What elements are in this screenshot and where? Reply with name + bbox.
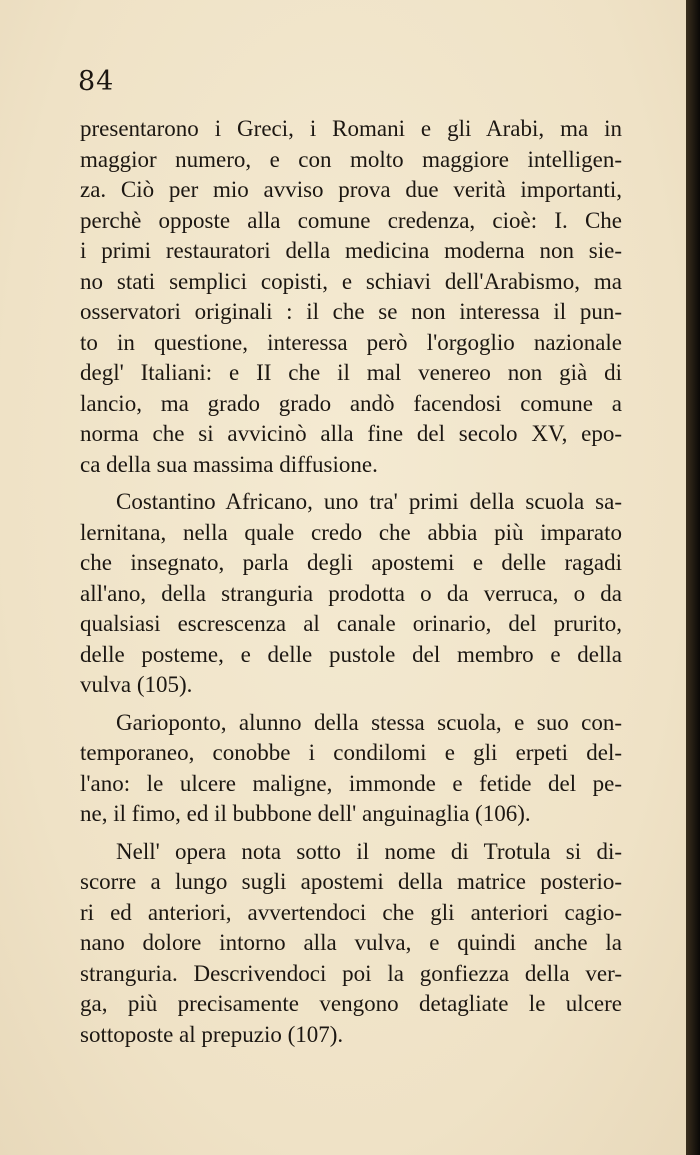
text-line: temporaneo, conobbe i condilomi e gli erpeti del- <box>80 740 622 765</box>
page-number: 84 <box>78 66 115 97</box>
text-line: lancio, ma grado grado andò facendosi comune a <box>80 390 622 416</box>
body-text <box>80 114 622 1050</box>
text-line: Garioponto, alunno della stessa scuola, e suo con- <box>116 709 622 735</box>
text-line: stranguria. Descrivendoci poi la gonfiezza della ver- <box>80 960 622 986</box>
text-line: maggior numero, e con molto maggiore intelligen- <box>80 146 622 172</box>
text-line: Costantino Africano, uno tra' primi della scuola sa- <box>116 489 622 514</box>
text-line: ga, più precisamente vengono detagliate le ulcere <box>80 991 622 1016</box>
text-line: che insegnato, parla degli apostemi e delle ragadi <box>80 550 622 575</box>
paragraph <box>80 487 622 701</box>
text-line: to in questione, interessa però l'orgoglio nazionale <box>80 329 622 355</box>
text-line: qualsiasi escrescenza al canale orinario, del prurito, <box>80 611 622 636</box>
text-line: nano dolore intorno alla vulva, e quindi anche la <box>80 930 622 955</box>
text-line: ne, il fimo, ed il bubbone dell' anguinaglia (106). <box>80 801 531 826</box>
text-line: perchè opposte alla comune credenza, cioè: I. Che <box>80 207 622 233</box>
paragraph <box>80 837 622 1051</box>
text-line: delle posteme, e delle pustole del membro e della <box>80 641 622 667</box>
text-line: norma che si avvicinò alla fine del secolo XV, epo- <box>80 421 622 446</box>
text-line: presentarono i Greci, i Romani e gli Arabi, ma in <box>80 116 622 141</box>
paragraph <box>80 708 622 830</box>
text-line: degl' Italiani: e II che il mal venereo non già di <box>80 360 622 385</box>
text-line: i primi restauratori della medicina moderna non sie- <box>80 238 622 263</box>
text-line: ri ed anteriori, avvertendoci che gli anteriori cagio- <box>80 899 622 925</box>
text-line: scorre a lungo sugli apostemi della matrice posterio- <box>80 869 622 894</box>
text-line: ca della sua massima diffusione. <box>80 451 378 477</box>
text-line: all'ano, della stranguria prodotta o da verruca, o da <box>80 580 622 606</box>
text-line: za. Ciò per mio avviso prova due verità importanti, <box>80 177 622 202</box>
text-line: sottoposte al prepuzio (107). <box>80 1021 344 1047</box>
text-line: Nell' opera nota sotto il nome di Trotula si di- <box>116 838 622 864</box>
text-line: no stati semplici copisti, e schiavi dell'Arabismo, ma <box>80 268 622 294</box>
text-line: lernitana, nella quale credo che abbia più imparato <box>80 519 622 545</box>
page-edge <box>686 0 700 1155</box>
text-line: vulva (105). <box>80 672 193 697</box>
text-line: l'ano: le ulcere maligne, immonde e fetide del pe- <box>80 770 622 796</box>
paragraph <box>80 114 622 480</box>
text-line: osservatori originali : il che se non interessa il pun- <box>80 299 622 324</box>
